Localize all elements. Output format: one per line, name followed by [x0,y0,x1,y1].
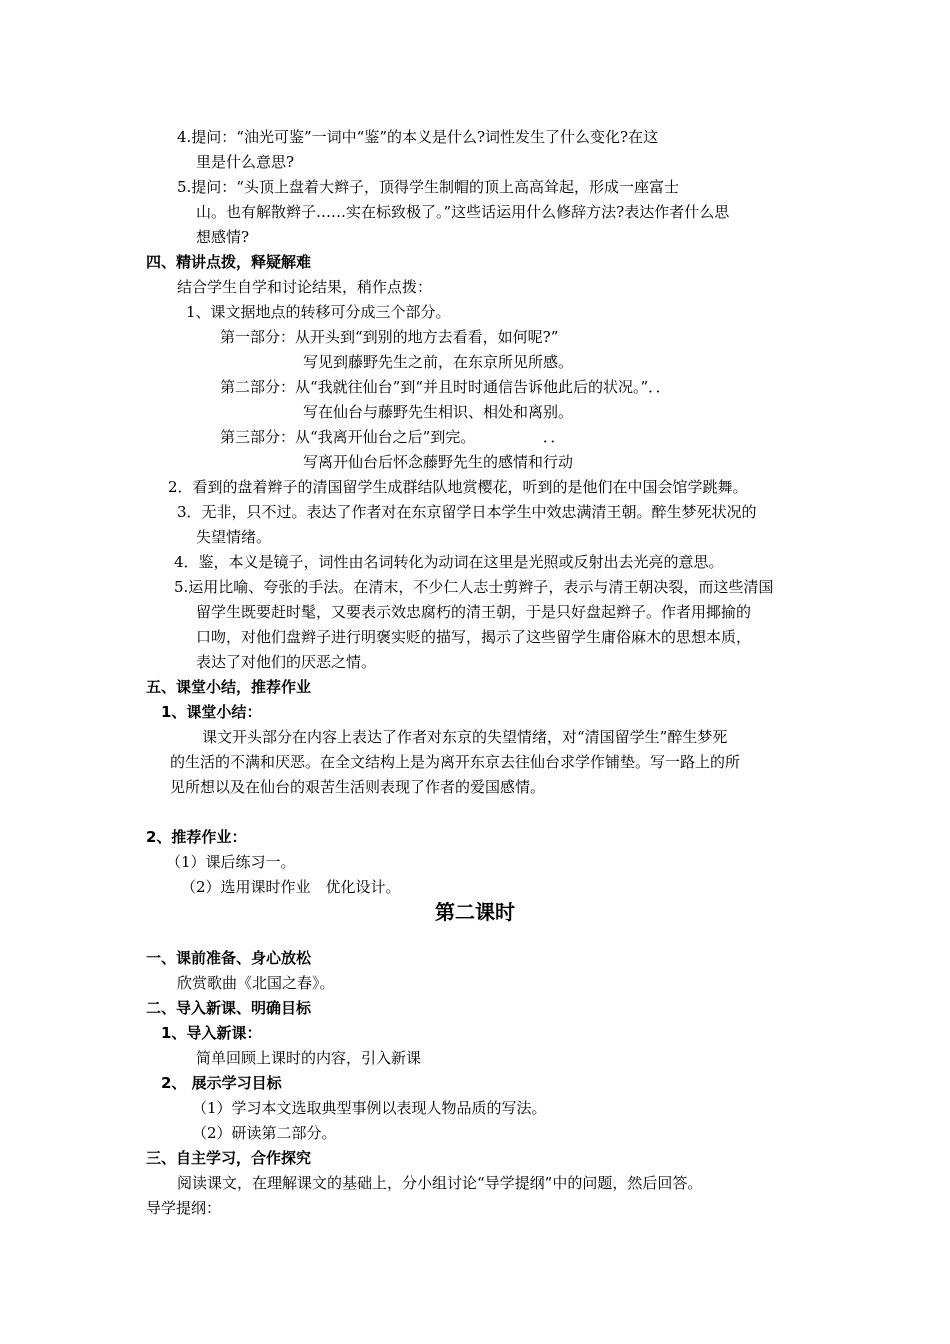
lesson-2-title: 第二课时 [435,900,515,924]
answer-2: 2．看到的盘着辫子的清国留学生成群结队地赏樱花，听到的是他们在中国会馆学跳舞。 [168,478,748,496]
part-2-summary: 写在仙台与藤野先生相识、相处和离别。 [303,403,574,421]
q4-line-1: 4.提问：“油光可鉴”一词中“鉴”的本义是什么?词性发生了什么变化?在这 [177,128,659,146]
lesson-2-intro-text: 简单回顾上课时的内容，引入新课 [196,1049,422,1067]
study-outline-label: 导学提纲： [146,1199,222,1217]
homework-heading: 2、推荐作业： [146,828,247,846]
section-4-heading: 四、精讲点拨，释疑解难 [146,253,312,271]
homework-item-1: （1）课后练习一。 [166,853,296,871]
answer-3-line-2: 失望情绪。 [196,528,272,546]
part-1-range: 第一部分：从开头到“到别的地方去看看，如何呢?” [220,328,559,346]
part-1-summary: 写见到藤野先生之前，在东京所见所感。 [303,353,574,371]
q5-line-1: 5.提问：“头顶上盘着大辫子，顶得学生制帽的顶上高高耸起，形成一座富士 [177,178,679,196]
section-5-heading: 五、课堂小结，推荐作业 [146,678,312,696]
lesson-2-intro-heading: 1、导入新课： [161,1024,262,1042]
answer-5-line-4: 表达了对他们的厌恶之情。 [196,653,377,671]
summary-line-1: 课文开头部分在内容上表达了作者对东京的失望情绪，对“清国留学生”醉生梦死 [202,728,728,746]
lesson-2-goals-heading: 2、 展示学习目标 [161,1074,282,1092]
summary-heading: 1、课堂小结： [161,703,262,721]
part-2-range: 第二部分：从“我就往仙台”到“并且时时通信告诉他此后的状况。”．． [220,378,671,396]
lesson-2-goal-2: （2）研读第二部分。 [192,1124,337,1142]
answer-5-line-1: 5.运用比喻、夸张的手法。在清末，不少仁人志士剪辫子，表示与清王朝决裂，而这些清国 [174,578,774,596]
answer-3-line-1: 3．无非，只不过。表达了作者对在东京留学日本学生中效忠满清王朝。醉生梦死状况的 [177,503,757,521]
lesson-2-section-1-text: 欣赏歌曲《北国之春》。 [177,974,335,992]
lesson-2-section-1-heading: 一、课前准备、身心放松 [146,949,312,967]
part-3-range: 第三部分：从“我离开仙台之后”到完。 ．． [220,428,566,446]
answer-1: 1、课文据地点的转移可分成三个部分。 [186,303,451,321]
summary-line-2: 的生活的不满和厌恶。在全文结构上是为离开东京去往仙台求学作铺垫。写一路上的所 [170,753,741,771]
answer-4: 4．鉴，本义是镜子，词性由名词转化为动词在这里是光照或反射出去光亮的意思。 [174,553,724,571]
q5-line-2: 山。也有解散辫子……实在标致极了。”这些话运用什么修辞方法?表达作者什么思 [196,203,730,221]
lesson-2-goal-1: （1）学习本文选取典型事例以表现人物品质的写法。 [192,1099,547,1117]
section-4-intro: 结合学生自学和讨论结果，稍作点拨： [177,278,433,296]
lesson-2-section-3-heading: 三、自主学习，合作探究 [146,1149,312,1167]
part-3-summary: 写离开仙台后怀念藤野先生的感情和行动 [303,453,574,471]
answer-5-line-2: 留学生既要赶时髦，又要表示效忠腐朽的清王朝，于是只好盘起辫子。作者用揶揄的 [196,603,752,621]
summary-line-3: 见所想以及在仙台的艰苦生活则表现了作者的爱国感情。 [170,778,546,796]
q4-line-2: 里是什么意思? [196,153,295,171]
lesson-2-section-3-text: 阅读课文，在理解课文的基础上，分小组讨论“导学提纲”中的问题，然后回答。 [177,1174,703,1192]
answer-5-line-3: 口吻，对他们盘辫子进行明褒实贬的描写，揭示了这些留学生庸俗麻木的思想本质， [196,628,752,646]
lesson-2-section-2-heading: 二、导入新课、明确目标 [146,999,312,1017]
homework-item-2: （2）选用课时作业 优化设计。 [181,878,401,896]
q5-line-3: 想感情? [196,228,250,246]
